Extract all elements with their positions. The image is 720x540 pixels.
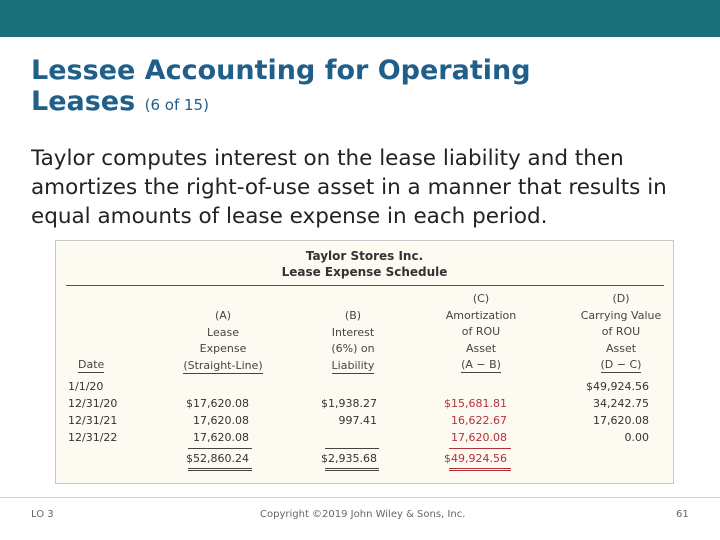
cell-date: 12/31/21	[68, 414, 118, 427]
footer-copyright: Copyright ©2019 John Wiley & Sons, Inc.	[260, 509, 466, 520]
double-rule-b-2	[325, 470, 379, 471]
footer-lo: LO 3	[31, 509, 54, 520]
col-b-line: (B)	[344, 309, 362, 322]
cell-b: 997.41	[338, 414, 377, 427]
cell-a: 17,620.08	[193, 414, 249, 427]
footer-divider	[0, 497, 720, 498]
col-d-line: (D − C)	[600, 358, 642, 371]
slide-title	[31, 55, 691, 121]
col-header-date: Date	[78, 358, 105, 371]
total-rule-b	[325, 448, 379, 449]
col-b-line: (6%) on	[331, 342, 375, 355]
total-a: $52,860.24	[186, 452, 249, 465]
top-bar	[0, 0, 720, 37]
cell-c: 16,622.67	[451, 414, 507, 427]
totals-row	[56, 450, 673, 467]
col-header-d	[566, 291, 676, 374]
double-rule-c-2	[449, 470, 511, 471]
double-rule-a	[188, 468, 252, 469]
cell-b: $1,938.27	[321, 397, 377, 410]
col-a-line: (Straight-Line)	[183, 358, 263, 372]
cell-a: 17,620.08	[193, 431, 249, 444]
table-row	[56, 378, 673, 395]
body-text: Taylor computes interest on the lease liability and then amortizes the right-of-use asset in a manner that results in equal amounts of lease expense in each period.	[31, 146, 667, 228]
cell-a: $17,620.08	[186, 397, 249, 410]
lease-expense-schedule	[55, 240, 674, 484]
col-header-a	[168, 308, 278, 374]
cell-d: 34,242.75	[593, 397, 649, 410]
title-line-2-text: Leases	[31, 86, 136, 117]
cell-date: 1/1/20	[68, 380, 104, 393]
total-rule-a	[188, 448, 252, 449]
double-rule-a-2	[188, 470, 252, 471]
col-a-line: Lease	[207, 325, 239, 339]
col-header-b	[298, 308, 408, 374]
cell-c: 17,620.08	[451, 431, 507, 444]
table-row	[56, 395, 673, 412]
col-c-line: Asset	[465, 341, 497, 355]
schedule-top-rule	[66, 285, 664, 286]
col-c-line: of ROU	[461, 325, 501, 338]
cell-d: 17,620.08	[593, 414, 649, 427]
cell-date: 12/31/20	[68, 397, 118, 410]
double-rule-b	[325, 468, 379, 469]
col-a-line: Expense	[199, 342, 247, 355]
col-c-line: (A − B)	[461, 358, 501, 371]
col-d-line: (D)	[612, 292, 630, 305]
table-row	[56, 412, 673, 429]
title-suffix: (6 of 15)	[144, 96, 209, 114]
col-b-line: Liability	[331, 358, 375, 372]
title-line-1: Lessee Accounting for Operating	[31, 55, 531, 86]
page-number: 61	[676, 509, 689, 520]
schedule-company: Taylor Stores Inc.	[305, 249, 424, 263]
total-rule-c	[449, 448, 511, 449]
col-a-line: (A)	[214, 309, 232, 322]
cell-d: 0.00	[624, 431, 649, 444]
total-b: $2,935.68	[321, 452, 377, 465]
total-c: $49,924.56	[444, 452, 507, 465]
schedule-title: Lease Expense Schedule	[281, 265, 448, 279]
double-rule-c	[449, 468, 511, 469]
col-header-c	[426, 291, 536, 374]
col-d-line: Carrying Value	[580, 308, 662, 322]
col-d-line: of ROU	[601, 325, 641, 338]
col-b-line: Interest	[331, 325, 375, 339]
cell-c: $15,681.81	[444, 397, 507, 410]
col-d-line: Asset	[605, 341, 637, 355]
col-c-line: Amortization	[445, 308, 517, 322]
title-line-2	[31, 86, 691, 121]
cell-d: $49,924.56	[586, 380, 649, 393]
cell-date: 12/31/22	[68, 431, 118, 444]
col-c-line: (C)	[472, 292, 490, 305]
table-row	[56, 429, 673, 446]
